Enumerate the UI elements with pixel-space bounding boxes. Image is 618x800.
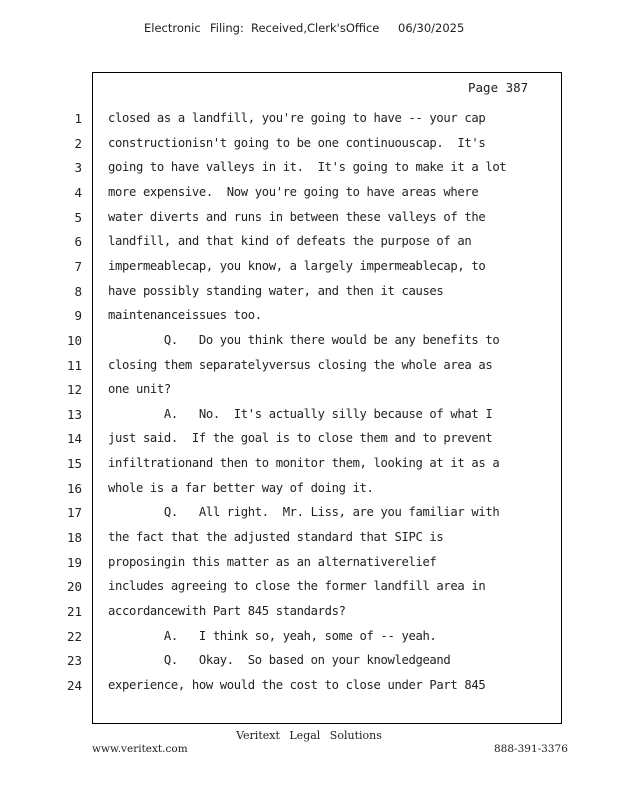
line-number: 16 (66, 481, 82, 496)
line-number: 10 (66, 333, 82, 348)
line-number: 19 (66, 555, 82, 570)
line-text: landfill, and that kind of defeats the purpose of an (108, 234, 472, 248)
line-number: 20 (66, 579, 82, 594)
line-text: have possibly standing water, and then it causes (108, 284, 444, 298)
line-number: 8 (74, 284, 82, 299)
line-number: 18 (66, 530, 82, 545)
header-filing: Filing: (210, 21, 244, 35)
line-text: closed as a landfill, you're going to have -- your cap (108, 111, 486, 125)
line-number: 13 (66, 407, 82, 422)
line-text: proposingin this matter as an alternativerelief (108, 555, 437, 569)
line-text: accordancewith Part 845 standards? (108, 604, 346, 618)
line-number: 21 (66, 604, 82, 619)
line-text: A. I think so, yeah, some of -- yeah. (108, 629, 437, 643)
line-text: one unit? (108, 382, 171, 396)
line-number: 9 (74, 308, 82, 323)
line-text: impermeablecap, you know, a largely impermeablecap, to (108, 259, 486, 273)
line-text: closing them separatelyversus closing the whole area as (108, 358, 493, 372)
line-text: Q. Do you think there would be any benefits to (108, 333, 500, 347)
footer-company: Veritext Legal Solutions (236, 729, 382, 742)
line-text: includes agreeing to close the former landfill area in (108, 579, 486, 593)
page-number: Page 387 (468, 80, 529, 95)
line-number: 17 (66, 505, 82, 520)
line-number: 1 (74, 111, 82, 126)
line-text: whole is a far better way of doing it. (108, 481, 374, 495)
header-date: 06/30/2025 (398, 21, 465, 35)
line-number: 3 (74, 160, 82, 175)
line-text: going to have valleys in it. It's going to make it a lot (108, 160, 507, 174)
line-text: Q. All right. Mr. Liss, are you familiar with (108, 505, 500, 519)
line-text: maintenanceissues too. (108, 308, 262, 322)
line-number: 5 (74, 210, 82, 225)
line-number: 15 (66, 456, 82, 471)
line-number: 23 (66, 653, 82, 668)
line-number: 2 (74, 136, 82, 151)
line-text: A. No. It's actually silly because of what I (108, 407, 493, 421)
line-number: 24 (66, 678, 82, 693)
line-text: the fact that the adjusted standard that SIPC is (108, 530, 444, 544)
line-text: infiltrationand then to monitor them, looking at it as a (108, 456, 500, 470)
header-electronic: Electronic (144, 21, 201, 35)
line-number: 6 (74, 234, 82, 249)
line-number: 7 (74, 259, 82, 274)
line-text: just said. If the goal is to close them and to prevent (108, 431, 493, 445)
line-text: more expensive. Now you're going to have areas where (108, 185, 479, 199)
line-number: 22 (66, 629, 82, 644)
footer-phone: 888-391-3376 (494, 743, 568, 755)
line-text: experience, how would the cost to close under Part 845 (108, 678, 486, 692)
line-text: water diverts and runs in between these valleys of the (108, 210, 486, 224)
line-text: Q. Okay. So based on your knowledgeand (108, 653, 451, 667)
line-number: 4 (74, 185, 82, 200)
footer-website: www.veritext.com (92, 743, 188, 755)
line-number: 14 (66, 431, 82, 446)
line-number: 11 (66, 358, 82, 373)
line-number: 12 (66, 382, 82, 397)
line-text: constructionisn't going to be one continuouscap. It's (108, 136, 486, 150)
header-received: Received,Clerk'sOffice (251, 21, 380, 35)
